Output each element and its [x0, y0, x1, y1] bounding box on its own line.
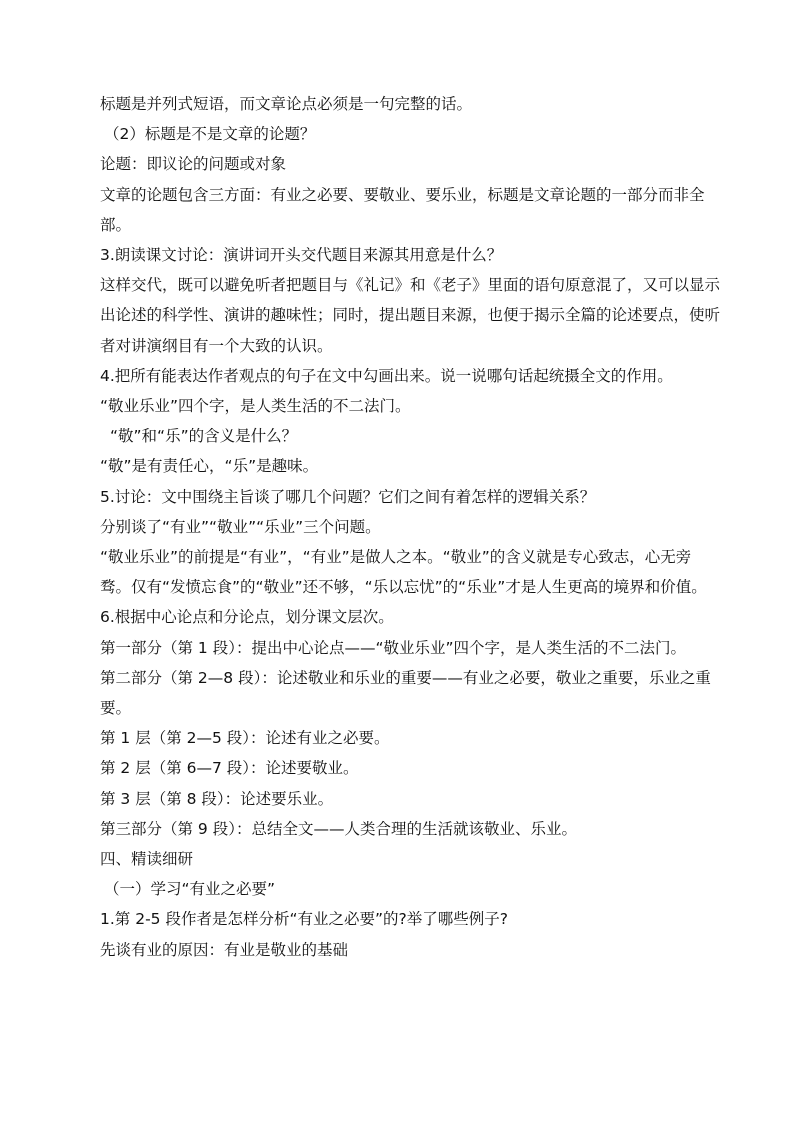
paragraph: 第一部分（第 1 段）：提出中心论点——“敬业乐业”四个字，是人类生活的不二法门。	[100, 638, 687, 657]
paragraph: 第二部分（第 2—8 段）：论述敬业和乐业的重要——有业之必要，敬业之重要，乐业之重要。	[100, 668, 711, 718]
paragraph: 文章的论题包含三方面：有业之必要、要敬业、要乐业，标题是文章论题的一部分而非全部。	[100, 185, 705, 234]
paragraph: 1.第 2-5 段作者是怎样分析“有业之必要”的?举了哪些例子?	[100, 910, 508, 929]
paragraph: “敬业乐业”四个字，是人类生活的不二法门。	[100, 397, 411, 416]
paragraph: 5.讨论：文中围绕主旨谈了哪几个问题？它们之间有着怎样的逻辑关系？	[100, 487, 596, 506]
paragraph: 论题：即议论的问题或对象	[100, 155, 287, 174]
subsection-heading: （一）学习“有业之必要”	[104, 880, 276, 899]
section-heading: 四、精读细研	[100, 850, 194, 869]
paragraph: 这样交代，既可以避免听者把题目与《礼记》和《老子》里面的语句原意混了，又可以显示出论述的科学性、演讲的趣味性；同时，提出题目来源，也便于揭示全篇的论述要点，使听者对讲演纲目有一个大致的认识。	[100, 276, 721, 355]
paragraph: 第三部分（第 9 段）：总结全文——人类合理的生活就该敬业、乐业。	[100, 819, 577, 838]
paragraph: 6.根据中心论点和分论点，划分课文层次。	[100, 608, 394, 627]
paragraph: 第 1 层（第 2—5 段）：论述有业之必要。	[100, 729, 390, 748]
paragraph: 先谈有业的原因：有业是敬业的基础	[100, 940, 349, 959]
paragraph: “敬业乐业”的前提是“有业”，“有业”是做人之本。“敬业”的含义就是专心致志，心无旁骛。仅有“发愤忘食”的“敬业”还不够，“乐以忘忧”的“乐业”才是人生更高的境界和价值。	[100, 548, 707, 597]
paragraph: 4.把所有能表达作者观点的句子在文中勾画出来。说一说哪句话起统摄全文的作用。	[100, 366, 673, 385]
paragraph: 标题是并列式短语，而文章论点必须是一句完整的话。	[100, 95, 473, 113]
paragraph: 分别谈了“有业”“敬业”“乐业”三个问题。	[100, 517, 381, 536]
paragraph: 第 2 层（第 6—7 段）：论述要敬业。	[100, 759, 359, 778]
paragraph: （2）标题是不是文章的论题？	[104, 125, 316, 144]
paragraph: “敬”和“乐”的含义是什么？	[110, 427, 298, 446]
paragraph: “敬”是有责任心，“乐”是趣味。	[100, 457, 319, 476]
paragraph: 3.朗读课文讨论：演讲词开头交代题目来源其用意是什么？	[100, 246, 503, 265]
paragraph: 第 3 层（第 8 段）：论述要乐业。	[100, 789, 334, 808]
